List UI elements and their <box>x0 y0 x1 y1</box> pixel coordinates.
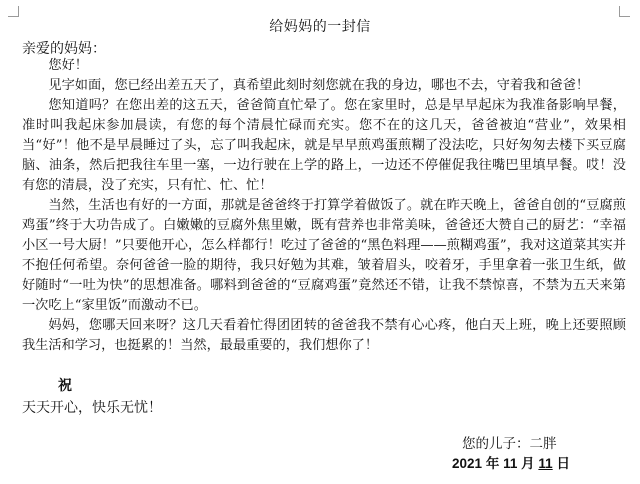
letter-salutation: 亲爱的妈妈： <box>22 41 106 57</box>
letter-wish: 天天开心，快乐无忧！ <box>22 400 162 416</box>
letter-title: 给妈妈的一封信 <box>269 19 371 35</box>
letter-date <box>452 452 570 472</box>
date-year-unit: 年 <box>485 456 500 471</box>
letter-signature: 您的儿子：二胖 <box>462 436 557 452</box>
letter-paragraph: 妈妈，您哪天回来呀？这几天看着忙得团团转的爸爸我不禁有心心疼，他白天上班，晚上还要照顾我生活和学习，也挺累的！当然，最最重要的，我们想你了！ <box>22 318 626 353</box>
letter-paragraph: 您知道吗？在您出差的这五天，爸爸简直忙晕了。您在家里时，总是早早起床为我准备影响早餐，准时叫我起床参加晨读，有您的每个清晨忙碌而充实。您不在的这几天，爸爸被迫“营业”，效果相当“好”！他不是早晨睡过了头，忘了叫我起床，就是早早煎鸡蛋煎糊了没法吃，只好匆匆去楼下买豆腐脑、油条，然后把我往车里一塞，一边行驶在上学的路上，一边还不停催促我往嘴巴里填早餐。哎！没有您的清晨，没了充实，只有忙、忙、忙！ <box>22 98 626 193</box>
date-month: 11 <box>503 456 518 471</box>
date-day: 11 <box>538 456 553 471</box>
letter-paragraph: 当然，生活也有好的一方面，那就是爸爸终于打算学着做饭了。就在昨天晚上，爸爸自创的“豆腐煎鸡蛋”终于大功告成了。白嫩嫩的豆腐外焦里嫩，既有营养也非常美味，爸爸还大赞自己的厨艺：“幸福小区一号大厨！”只要他开心，怎么样都行！吃过了爸爸的“黑色料理——煎糊鸡蛋”，我对这道菜其实并不抱任何希望。奈何爸爸一脸的期待，我只好勉为其难，皱着眉头，咬着牙，手里拿着一张卫生纸，做好随时“一吐为快”的思想准备。哪料到爸爸的“豆腐鸡蛋”竟然还不错，让我不禁惊喜，不禁为五天来第一次吃上“家里饭”而激动不已。 <box>22 198 626 313</box>
date-day-unit: 日 <box>556 456 570 471</box>
letter-paragraph: 您好！ <box>48 58 88 73</box>
date-month-unit: 月 <box>521 456 535 471</box>
letter-closing: 祝 <box>58 378 72 394</box>
letter-paragraph: 见字如面，您已经出差五天了，真希望此刻时刻您就在我的身边，哪也不去，守着我和爸爸！ <box>48 78 590 93</box>
letter-body <box>22 56 626 356</box>
date-year: 2021 <box>452 456 483 471</box>
